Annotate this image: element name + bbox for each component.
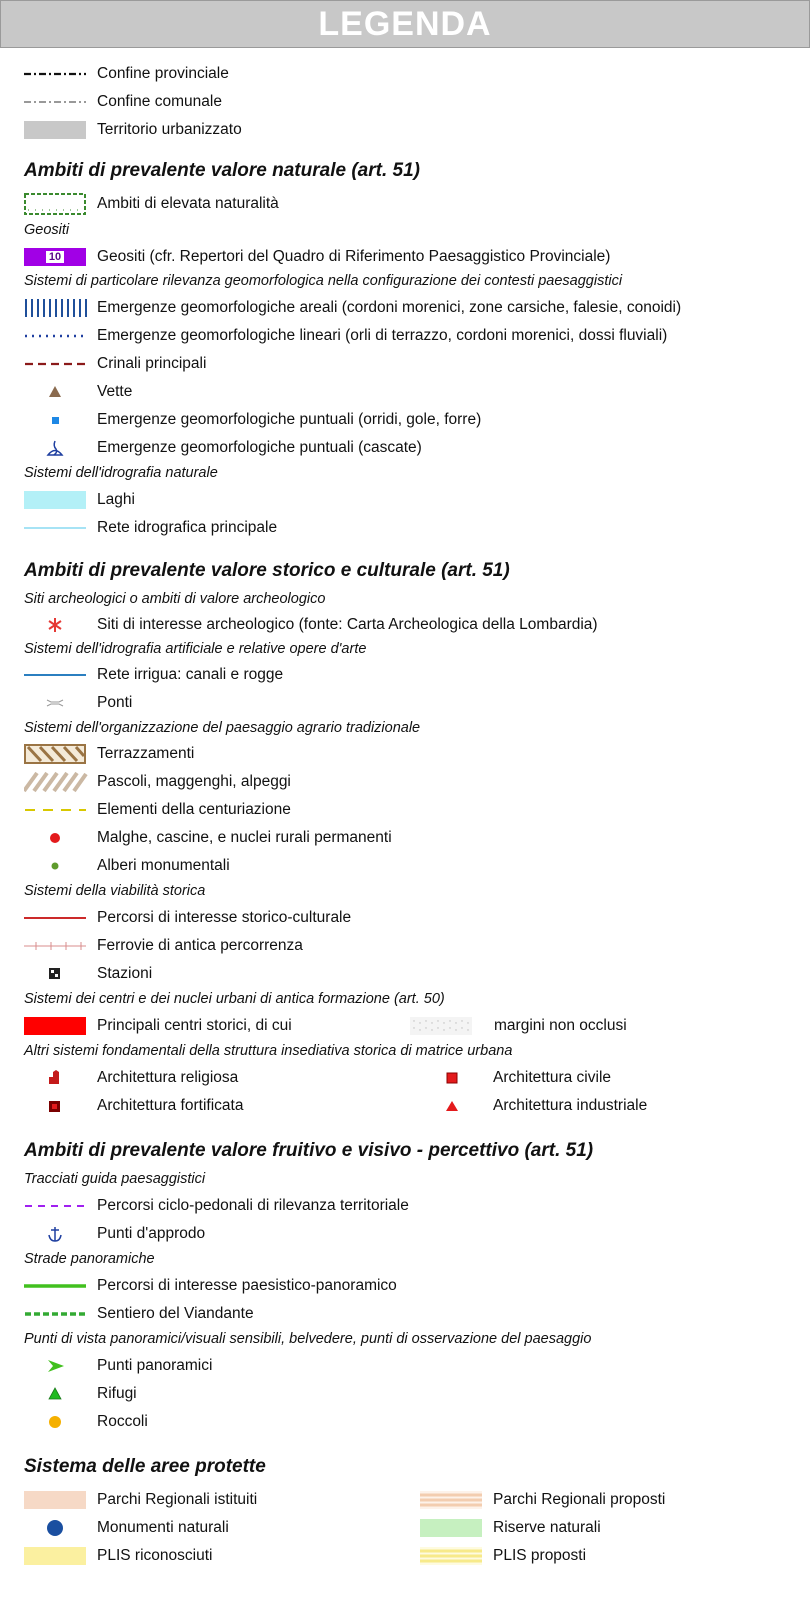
crinali-symbol (24, 352, 94, 376)
legend-label: Roccoli (97, 1413, 148, 1430)
legend-label: Architettura industriale (493, 1097, 648, 1114)
legend-label: Punti d'approdo (97, 1225, 206, 1242)
alberi-icon (24, 854, 94, 878)
subheading-geositi: Geositi (24, 222, 70, 238)
legend-label: Riserve naturali (493, 1519, 601, 1536)
margini-symbol (410, 1014, 480, 1038)
legend-label: Confine provinciale (97, 65, 229, 82)
territorio-urbanizzato-symbol (24, 118, 94, 142)
ciclopedonali-symbol (24, 1194, 94, 1218)
legend-label: Sentiero del Viandante (97, 1305, 254, 1322)
parchi-proposti-symbol (420, 1488, 490, 1512)
legend-label: Siti di interesse archeologico (fonte: Carta Archeologica della Lombardia) (97, 616, 598, 633)
legend-label: Percorsi ciclo-pedonali di rilevanza territoriale (97, 1197, 409, 1214)
fortificata-icon (24, 1094, 94, 1118)
percorsi-storici-symbol (24, 906, 94, 930)
legend-label: Percorsi di interesse paesistico-panoramico (97, 1277, 397, 1294)
riserve-symbol (420, 1516, 490, 1540)
legend-label: Elementi della centuriazione (97, 801, 291, 818)
church-icon (24, 1066, 94, 1090)
legend-label: Ponti (97, 694, 133, 711)
elevata-naturalita-symbol (24, 192, 94, 216)
legend-label: Ferrovie di antica percorrenza (97, 937, 303, 954)
geositi-symbol (24, 245, 94, 269)
legend-label: Percorsi di interesse storico-culturale (97, 909, 352, 926)
centuriazione-symbol (24, 798, 94, 822)
legend-title: LEGENDA (318, 4, 492, 43)
legend-label: Pascoli, maggenghi, alpeggi (97, 773, 291, 790)
subheading-centri-storici: Sistemi dei centri e dei nuclei urbani di antica formazione (art. 50) (24, 991, 445, 1007)
roccoli-icon (24, 1410, 94, 1434)
geositi-badge: 10 (46, 251, 64, 263)
legend-label: Parchi Regionali istituiti (97, 1491, 258, 1508)
subheading-idrografia-naturale: Sistemi dell'idrografia naturale (24, 465, 218, 481)
legend-label: Emergenze geomorfologiche puntuali (cascate) (97, 439, 422, 456)
vette-icon (24, 380, 94, 404)
ferrovie-symbol (24, 934, 94, 958)
confine-comunale-symbol (24, 90, 94, 114)
plis-proposti-symbol (420, 1544, 490, 1568)
legend-label: Emergenze geomorfologiche lineari (orli di terrazzo, cordoni morenici, dossi fluviali) (97, 327, 668, 344)
centri-storici-symbol (24, 1014, 94, 1038)
monumenti-icon (24, 1516, 94, 1540)
subheading-punti-vista: Punti di vista panoramici/visuali sensibili, belvedere, punti di osservazione del paesaggio (24, 1331, 592, 1347)
legend-label: Geositi (cfr. Repertori del Quadro di Riferimento Paesaggistico Provinciale) (97, 248, 611, 265)
legend-label: Territorio urbanizzato (97, 121, 242, 138)
rete-idrografica-symbol (24, 516, 94, 540)
civile-icon (420, 1066, 490, 1090)
legend-label: Stazioni (97, 965, 153, 982)
legend-label: Terrazzamenti (97, 745, 195, 762)
asterisk-icon (24, 613, 94, 637)
legend-label: Architettura civile (493, 1069, 612, 1086)
subheading-idrografia-artificiale: Sistemi dell'idrografia artificiale e relative opere d'arte (24, 641, 367, 657)
legend-label: Architettura fortificata (97, 1097, 244, 1114)
ponti-icon (24, 691, 94, 715)
industriale-icon (420, 1094, 490, 1118)
subheading-altri-sistemi: Altri sistemi fondamentali della struttura insediativa storica di matrice urbana (24, 1043, 513, 1059)
section-heading-protette: Sistema delle aree protette (24, 1456, 266, 1477)
section-heading-naturale: Ambiti di prevalente valore naturale (art. 51) (24, 160, 420, 181)
anchor-icon (24, 1222, 94, 1246)
legend-label: Principali centri storici, di cui (97, 1017, 292, 1034)
legend-label: Rete idrografica principale (97, 519, 278, 536)
emergenze-puntuali-icon (24, 408, 94, 432)
legend-label: Architettura religiosa (97, 1069, 239, 1086)
legend-label: Rete irrigua: canali e rogge (97, 666, 284, 683)
subheading-paesaggio-agrario: Sistemi dell'organizzazione del paesaggio agrario tradizionale (24, 720, 421, 736)
confine-provinciale-symbol (24, 62, 94, 86)
malghe-icon (24, 826, 94, 850)
geomorf-areali-symbol (24, 296, 94, 320)
legend-header (0, 0, 810, 48)
legend-label: Emergenze geomorfologiche puntuali (orridi, gole, forre) (97, 411, 482, 428)
subheading-geomorfologia: Sistemi di particolare rilevanza geomorfologica nella configurazione dei contesti paesaggistici (24, 273, 623, 289)
stazioni-icon (24, 962, 94, 986)
legend-label: Crinali principali (97, 355, 207, 372)
section-heading-fruitivo: Ambiti di prevalente valore fruitivo e visivo - percettivo (art. 51) (24, 1140, 594, 1161)
legend-label: Emergenze geomorfologiche areali (cordoni morenici, zone carsiche, falesie, conoidi) (97, 299, 682, 316)
legend-label: Ambiti di elevata naturalità (97, 195, 279, 212)
legend-label: Punti panoramici (97, 1357, 213, 1374)
legend-label: Confine comunale (97, 93, 222, 110)
viandante-symbol (24, 1302, 94, 1326)
parchi-istituiti-symbol (24, 1488, 94, 1512)
rifugi-icon (24, 1382, 94, 1406)
subheading-viabilita-storica: Sistemi della viabilità storica (24, 883, 206, 899)
legend-label: Alberi monumentali (97, 857, 230, 874)
legend-label: Vette (97, 383, 133, 400)
legend-label: Laghi (97, 491, 135, 508)
legend-label: Rifugi (97, 1385, 137, 1402)
legend-label: margini non occlusi (494, 1017, 627, 1034)
subheading-strade-panoramiche: Strade panoramiche (24, 1251, 155, 1267)
legend-label: PLIS riconosciuti (97, 1547, 213, 1564)
legend-label: Malghe, cascine, e nuclei rurali permanenti (97, 829, 392, 846)
legend-label: PLIS proposti (493, 1547, 587, 1564)
panoramic-arrow-icon (24, 1354, 94, 1378)
rete-irrigua-symbol (24, 663, 94, 687)
panoramico-symbol (24, 1274, 94, 1298)
legend-label: Parchi Regionali proposti (493, 1491, 666, 1508)
terrazzamenti-symbol (24, 742, 94, 766)
legend-label: Monumenti naturali (97, 1519, 229, 1536)
pascoli-symbol (24, 770, 94, 794)
subheading-tracciati: Tracciati guida paesaggistici (24, 1171, 206, 1187)
cascate-icon (24, 436, 94, 460)
subheading-archeologia: Siti archeologici o ambiti di valore archeologico (24, 591, 326, 607)
plis-riconosciuti-symbol (24, 1544, 94, 1568)
laghi-symbol (24, 488, 94, 512)
section-heading-storico: Ambiti di prevalente valore storico e culturale (art. 51) (24, 560, 510, 581)
geomorf-lineari-symbol (24, 324, 94, 348)
